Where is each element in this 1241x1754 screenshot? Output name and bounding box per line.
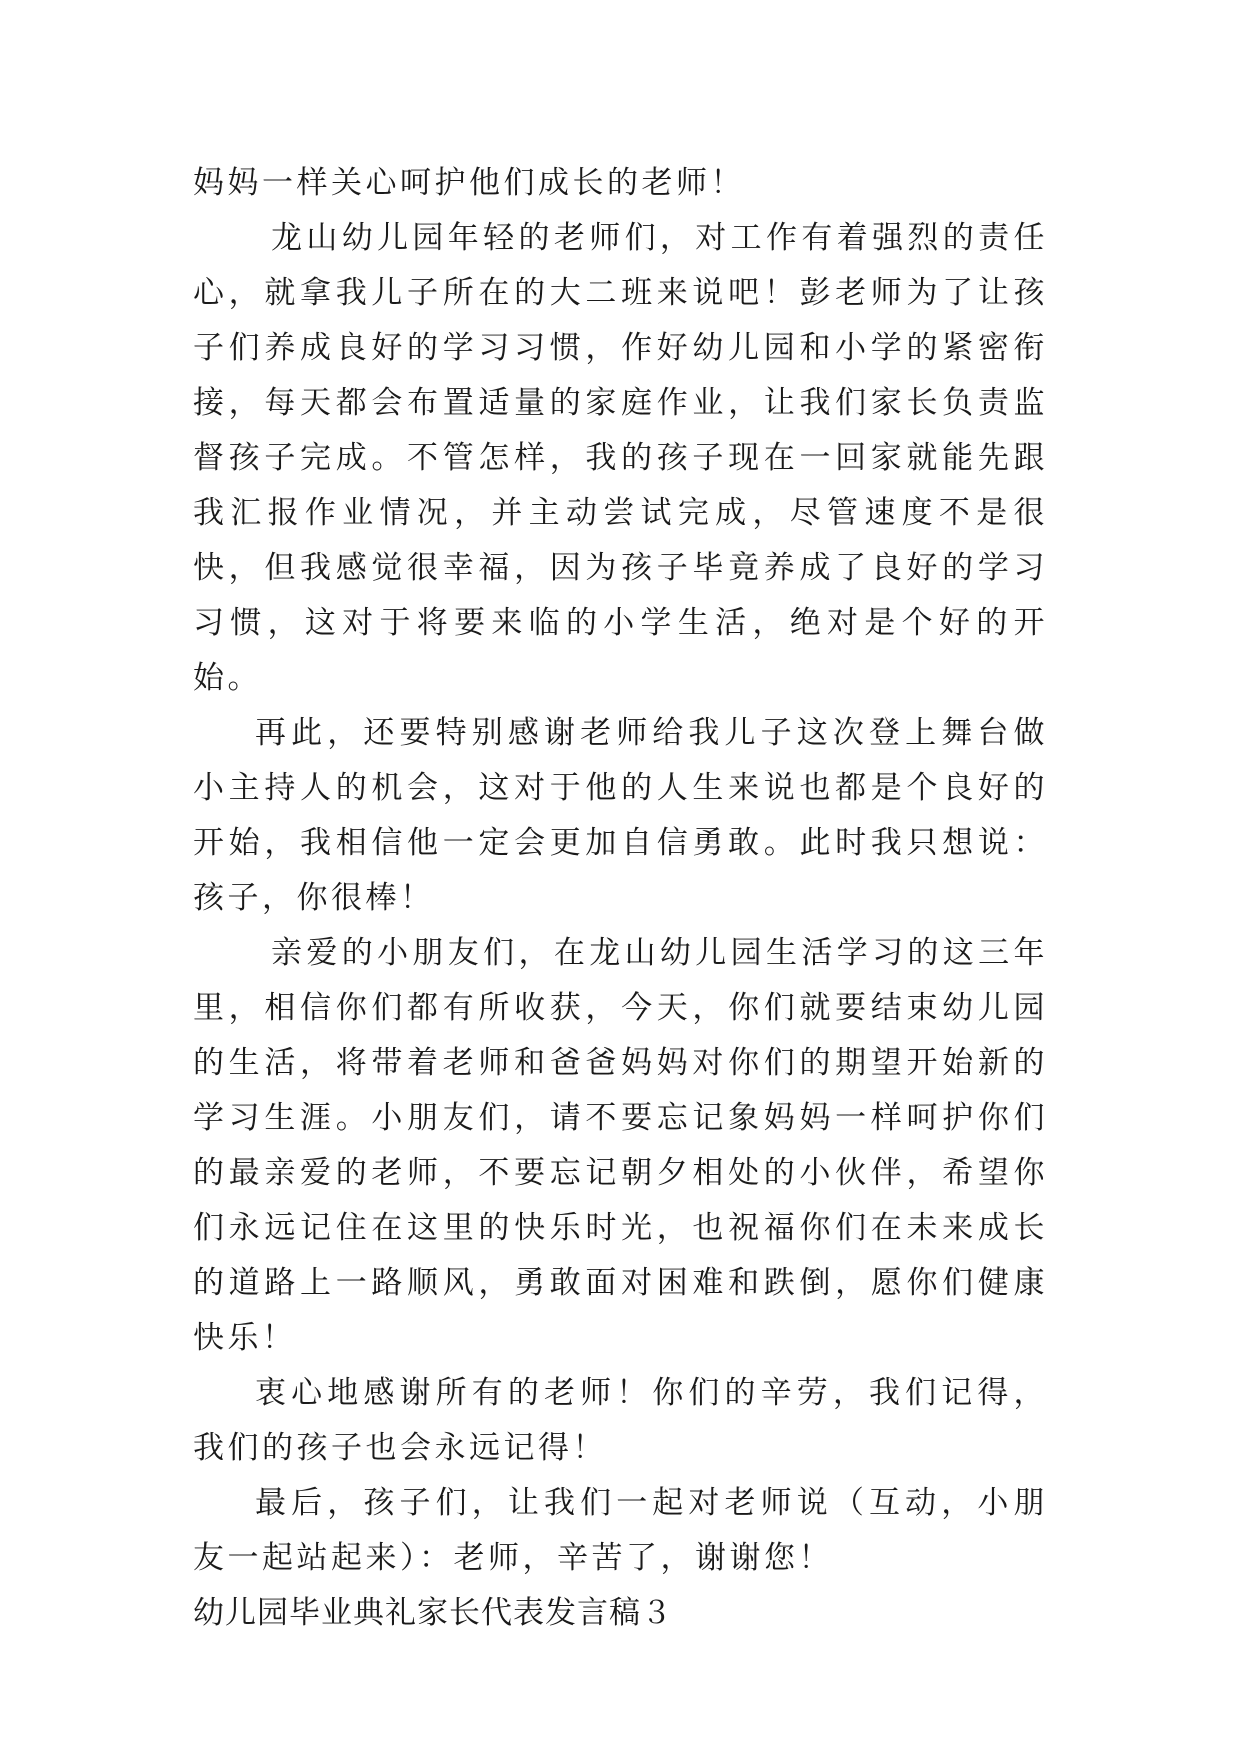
paragraph-to-children: 亲爱的小朋友们，在龙山幼儿园生活学习的这三年里，相信你们都有所收获，今天，你们就要结束幼儿园的生活，将带着老师和爸爸妈妈对你们的期望开始新的学习生涯。小朋友们，请不要忘记象妈妈一样呵护你们的最亲爱的老师，不要忘记朝夕相处的小伙伴，希望你们永远记住在这里的快乐时光，也祝福你们在未来成长的道路上一路顺风，勇敢面对困难和跌倒，愿你们健康快乐！ — [193, 935, 1048, 1356]
document-body — [193, 156, 1048, 1641]
next-section-heading: 幼儿园毕业典礼家长代表发言稿３ — [193, 1595, 673, 1631]
paragraph-thanks-host: 再此，还要特别感谢老师给我儿子这次登上舞台做小主持人的机会，这对于他的人生来说也都是个良好的开始，我相信他一定会更加自信勇敢。此时我只想说：孩子，你很棒！ — [193, 715, 1048, 916]
paragraph-closing: 最后，孩子们，让我们一起对老师说（互动，小朋友一起站起来）：老师，辛苦了，谢谢您！ — [193, 1485, 1048, 1576]
paragraph-teachers-responsibility: 龙山幼儿园年轻的老师们，对工作有着强烈的责任心，就拿我儿子所在的大二班来说吧！彭老师为了让孩子们养成良好的学习习惯，作好幼儿园和小学的紧密衔接，每天都会布置适量的家庭作业，让我们家长负责监督孩子完成。不管怎样，我的孩子现在一回家就能先跟我汇报作业情况，并主动尝试完成，尽管速度不是很快，但我感觉很幸福，因为孩子毕竟养成了良好的学习习惯，这对于将要来临的小学生活，绝对是个好的开始。 — [193, 220, 1048, 696]
paragraph-thank-teachers: 衷心地感谢所有的老师！你们的辛劳，我们记得，我们的孩子也会永远记得！ — [193, 1375, 1048, 1466]
paragraph-continuation: 妈妈一样关心呵护他们成长的老师！ — [193, 165, 745, 201]
